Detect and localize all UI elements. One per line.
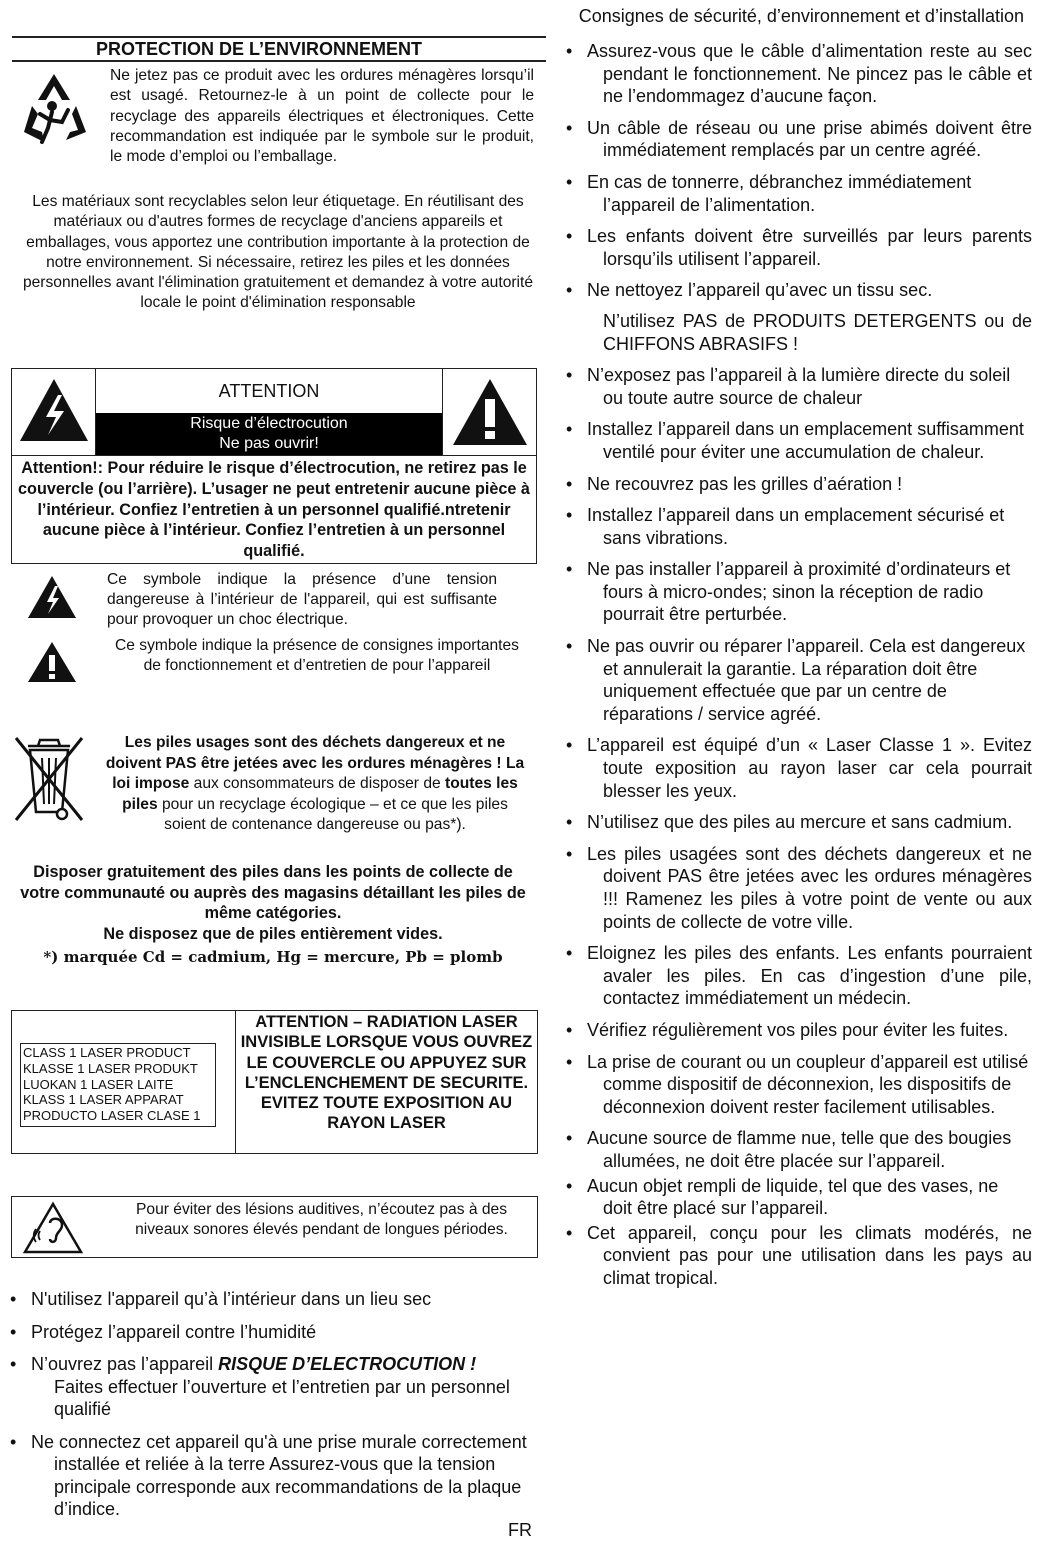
- bullet-dot: •: [566, 843, 573, 864]
- bullet-dot: •: [566, 1222, 573, 1243]
- bullet-dot: •: [566, 636, 573, 657]
- list-item: [10, 1353, 530, 1421]
- bullet-dot: •: [566, 1051, 573, 1072]
- exclamation-warning-icon: [442, 369, 536, 455]
- bullet-text: Un câble de réseau ou une prise abimés doivent être immédiatement remplacés par un centre agréé.: [587, 117, 1032, 161]
- lightning-warning-icon: [12, 369, 96, 455]
- hearing-box: [11, 1196, 538, 1258]
- batteries-text: [104, 733, 526, 836]
- laser-label: KLASS 1 LASER APPARAT: [23, 1092, 184, 1108]
- lightning-symbol-text: Ce symbole indique la présence d’une tension dangereuse à l’intérieur de l'appareil, qui est suffisante pour provoquer un choc électrique.: [107, 571, 497, 628]
- exclamation-symbol-text: Ce symbole indique la présence de consignes importantes de fonctionnement et d’entretien de pour l’appareil: [115, 637, 519, 674]
- list-item: [566, 364, 1032, 409]
- bullet-text: Ne pas ouvrir ou réparer l’appareil. Cela est dangereux et annulerait la garantie. La réparation doit être uniquement effectuée que par un centre de réparations / service agréé.: [587, 636, 1026, 724]
- bullet-text: L’appareil est équipé d’un « Laser Classe 1 ». Evitez toute exposition au rayon laser car cela pourrait blesser les yeux.: [587, 735, 1032, 801]
- batteries-empty-only: Ne disposez que de piles entièrement vides.: [103, 924, 443, 943]
- attention-banner-line-1: Risque d’électrocution: [190, 415, 348, 432]
- hearing-text: Pour éviter des lésions auditives, n’écoutez pas à des niveaux sonores élevés pendant de longues périodes.: [135, 1201, 508, 1238]
- laser-warning: ATTENTION – RADIATION LASER INVISIBLE LORSQUE VOUS OUVREZ LE COUVERCLE OU APPUYEZ SUR L’ENCLENCHEMENT DE SECURITE. EVITEZ TOUTE EXPOSITION AU RAYON LASER: [240, 1013, 533, 1133]
- bullet-dot: •: [566, 365, 573, 386]
- batteries-bold-1: Les piles usages sont des déchets dangereux et ne doivent PAS être jetées avec les ordures ménagères ! La loi impose: [105, 734, 525, 792]
- environment-text-2: Les matériaux sont recyclables selon leur étiquetage. En réutilisant des matériaux ou d'autres formes de recyclage d'anciens appareils et emballages, vous apportez une contribution importante à la protection de notre environnement. Si nécessaire, retirez les piles et les données personnelles avant l'élimination gratuitement et demandez à votre autorité locale le point d'élimination responsable: [22, 193, 534, 312]
- list-item: [566, 40, 1032, 108]
- page-footer: FR: [508, 1520, 532, 1540]
- bullet-text-pre: N’ouvrez pas l’appareil: [31, 1354, 219, 1374]
- list-item: [10, 1431, 530, 1521]
- list-item: [566, 811, 1032, 834]
- bullet-text: Aucune source de flamme nue, telle que des bougies allumées, ne doit être placée sur l’appareil.: [587, 1128, 1012, 1171]
- list-item: [566, 1222, 1032, 1290]
- list-item: [566, 734, 1032, 802]
- attention-box: [11, 368, 537, 564]
- attention-banner-line-2: Ne pas ouvrir!: [219, 435, 319, 452]
- bullet-dot: •: [566, 1019, 573, 1040]
- bullet-dot: •: [566, 812, 573, 833]
- attention-black-banner: [96, 413, 442, 456]
- list-item: [566, 1019, 1032, 1042]
- bullet-dot: •: [566, 1128, 573, 1149]
- environment-text-1: Ne jetez pas ce produit avec les ordures ménagères lorsqu’il est usagé. Retournez-le à un point de collecte pour le recyclage des appareils électriques et électroniques. Cette recommandation est indiquée par le symbole sur le produit, le mode d’emploi ou l’emballage.: [110, 67, 534, 166]
- bullet-dot: •: [566, 473, 573, 494]
- bullet-dot: •: [566, 505, 573, 526]
- batteries-normal-1: aux consommateurs de disposer de: [189, 775, 446, 792]
- bullet-text: Cet appareil, conçu pour les climats modérés, ne convient pas pour une utilisation dans les pays au climat tropical.: [587, 1222, 1032, 1288]
- batteries-normal-2: pour un recyclage écologique – et ce que les piles soient de contenance dangereuse ou pas*).: [157, 795, 508, 833]
- bullet-text: Les enfants doivent être surveillés par leurs parents lorsqu’ils utilisent l’appareil.: [587, 226, 1032, 269]
- bullet-text: Les piles usagées sont des déchets dangereux et ne doivent PAS être jetées avec les ordures ménagères !!! Ramenez les piles à votre point de vente ou aux points de collecte de votre ville.: [587, 843, 1032, 932]
- bullet-text: Ne connectez cet appareil qu'à une prise murale correctement installée et reliée à la terre Assurez-vous que la tension principale corresponde aux recommandations de la plaque d’indice.: [31, 1431, 527, 1519]
- bullet-dot: •: [566, 226, 573, 247]
- list-item: [566, 279, 1032, 355]
- bullet-dot: •: [10, 1289, 17, 1309]
- list-item: [566, 225, 1032, 270]
- list-item: [566, 558, 1032, 626]
- bullet-text: Ne pas installer l’appareil à proximité d’ordinateurs et fours à micro-ondes; sinon la réception de radio pourrait être perturbée.: [587, 559, 1011, 625]
- bullet-emphasis: RISQUE D’ELECTROCUTION !: [218, 1354, 477, 1374]
- laser-label: PRODUCTO LASER CLASE 1: [23, 1108, 201, 1124]
- list-item: [566, 1051, 1032, 1119]
- bullet-dot: •: [10, 1321, 17, 1342]
- laser-box: [11, 1010, 538, 1154]
- bullet-text: Protégez l’appareil contre l’humidité: [31, 1321, 317, 1342]
- hearing-warning-icon: [22, 1201, 84, 1255]
- bullet-text: N’utilisez que des piles au mercure et sans cadmium.: [587, 812, 1013, 833]
- list-item: [566, 117, 1032, 162]
- bullet-dot: •: [566, 559, 573, 580]
- list-item: [566, 171, 1032, 216]
- bullet-text: Installez l’appareil dans un emplacement suffisamment ventilé pour éviter une accumulation de chaleur.: [587, 419, 1024, 462]
- list-item: [566, 942, 1032, 1010]
- page-header: Consignes de sécurité, d’environnement et d’installation: [578, 6, 1024, 26]
- bullet-text: N’exposez pas l’appareil à la lumière directe du soleil ou toute autre source de chaleur: [587, 365, 1011, 408]
- list-item: [10, 1321, 530, 1344]
- attention-title: ATTENTION: [218, 381, 320, 401]
- bullet-dot: •: [566, 117, 573, 138]
- list-item: [566, 473, 1032, 496]
- lightning-triangle-icon: [22, 572, 82, 622]
- list-item: [566, 843, 1032, 933]
- attention-body: Attention!: Pour réduire le risque d’électrocution, ne retirez pas le couvercle (ou l’arrière). L’usager ne peut entretenir aucune pièce à l’intérieur. Confiez l’entretien à un personnel qualifié.ntretenir aucune pièce à l’intérieur. Confiez l’entretien à un personnel qualifié.: [12, 455, 536, 562]
- laser-label: LUOKAN 1 LASER LAITE: [23, 1076, 174, 1092]
- environment-title: PROTECTION DE L’ENVIRONNEMENT: [12, 36, 546, 62]
- bullet-text: [31, 1353, 530, 1421]
- bullet-text: En cas de tonnerre, débranchez immédiatement l’appareil de l’alimentation.: [587, 171, 972, 215]
- bullet-dot: •: [566, 735, 573, 756]
- bullet-dot: •: [566, 943, 573, 964]
- bullet-subtext: N’utilisez PAS de PRODUITS DETERGENTS ou de CHIFFONS ABRASIFS !: [603, 310, 1032, 354]
- bullet-text: Vérifiez régulièrement vos piles pour éviter les fuites.: [587, 1019, 1009, 1040]
- bullet-dot: •: [566, 1175, 573, 1196]
- bullet-text: La prise de courant ou un coupleur d’appareil est utilisé comme dispositif de déconnexion, les dispositifs de déconnexion doivent rester facilement utilisables.: [587, 1051, 1029, 1117]
- bullet-dot: •: [566, 41, 573, 61]
- bullet-dot: •: [566, 280, 573, 301]
- bullet-text: Eloignez les piles des enfants. Les enfants pourraient avaler les piles. En cas d’ingestion d’une pile, contactez immédiatement un médecin.: [587, 943, 1032, 1009]
- list-item: [566, 1175, 1032, 1220]
- exclamation-triangle-icon: [22, 638, 82, 686]
- bullet-dot: •: [566, 419, 573, 440]
- bullet-text: Assurez-vous que le câble d’alimentation reste au sec pendant le fonctionnement. Ne pincez pas le câble et ne l’endommagez d’aucune façon.: [587, 41, 1032, 107]
- list-item: [566, 1127, 1032, 1172]
- list-item: [566, 504, 1032, 549]
- batteries-bold-2: toutes les piles: [122, 775, 518, 813]
- left-bullet-list: [10, 1288, 530, 1531]
- bullet-text: N'utilisez l'appareil qu’à l’intérieur dans un lieu sec: [31, 1289, 432, 1309]
- laser-label: KLASSE 1 LASER PRODUKT: [23, 1060, 198, 1076]
- bullet-dot: •: [566, 171, 573, 192]
- batteries-disposal: [20, 862, 526, 944]
- bullet-dot: •: [10, 1354, 17, 1374]
- crossed-bin-icon: [10, 732, 88, 824]
- list-item: [566, 635, 1032, 725]
- batteries-marked-note: *) marquée Cd = cadmium, Hg = mercure, Pb = plomb: [43, 948, 503, 966]
- laser-class-labels: [20, 1043, 216, 1127]
- recycle-person-icon: [18, 70, 90, 150]
- list-item: [566, 418, 1032, 463]
- bullet-text-post: Faites effectuer l’ouverture et l’entretien par un personnel qualifié: [54, 1376, 510, 1419]
- bullet-text: Ne nettoyez l’appareil qu’avec un tissu sec.: [587, 280, 933, 301]
- bullet-text: Aucun objet rempli de liquide, tel que des vases, ne doit être placé sur l’appareil.: [587, 1175, 999, 1219]
- laser-label: CLASS 1 LASER PRODUCT: [23, 1045, 191, 1060]
- list-item: [10, 1288, 530, 1311]
- right-bullet-list: [566, 40, 1032, 1299]
- batteries-disposal-text: Disposer gratuitement des piles dans les points de collecte de votre communauté ou auprès des magasins détaillant les piles de même catégories.: [20, 863, 526, 922]
- bullet-dot: •: [10, 1431, 17, 1452]
- bullet-text: Ne recouvrez pas les grilles d’aération !: [587, 473, 903, 494]
- bullet-text: Installez l’appareil dans un emplacement sécurisé et sans vibrations.: [587, 505, 1005, 548]
